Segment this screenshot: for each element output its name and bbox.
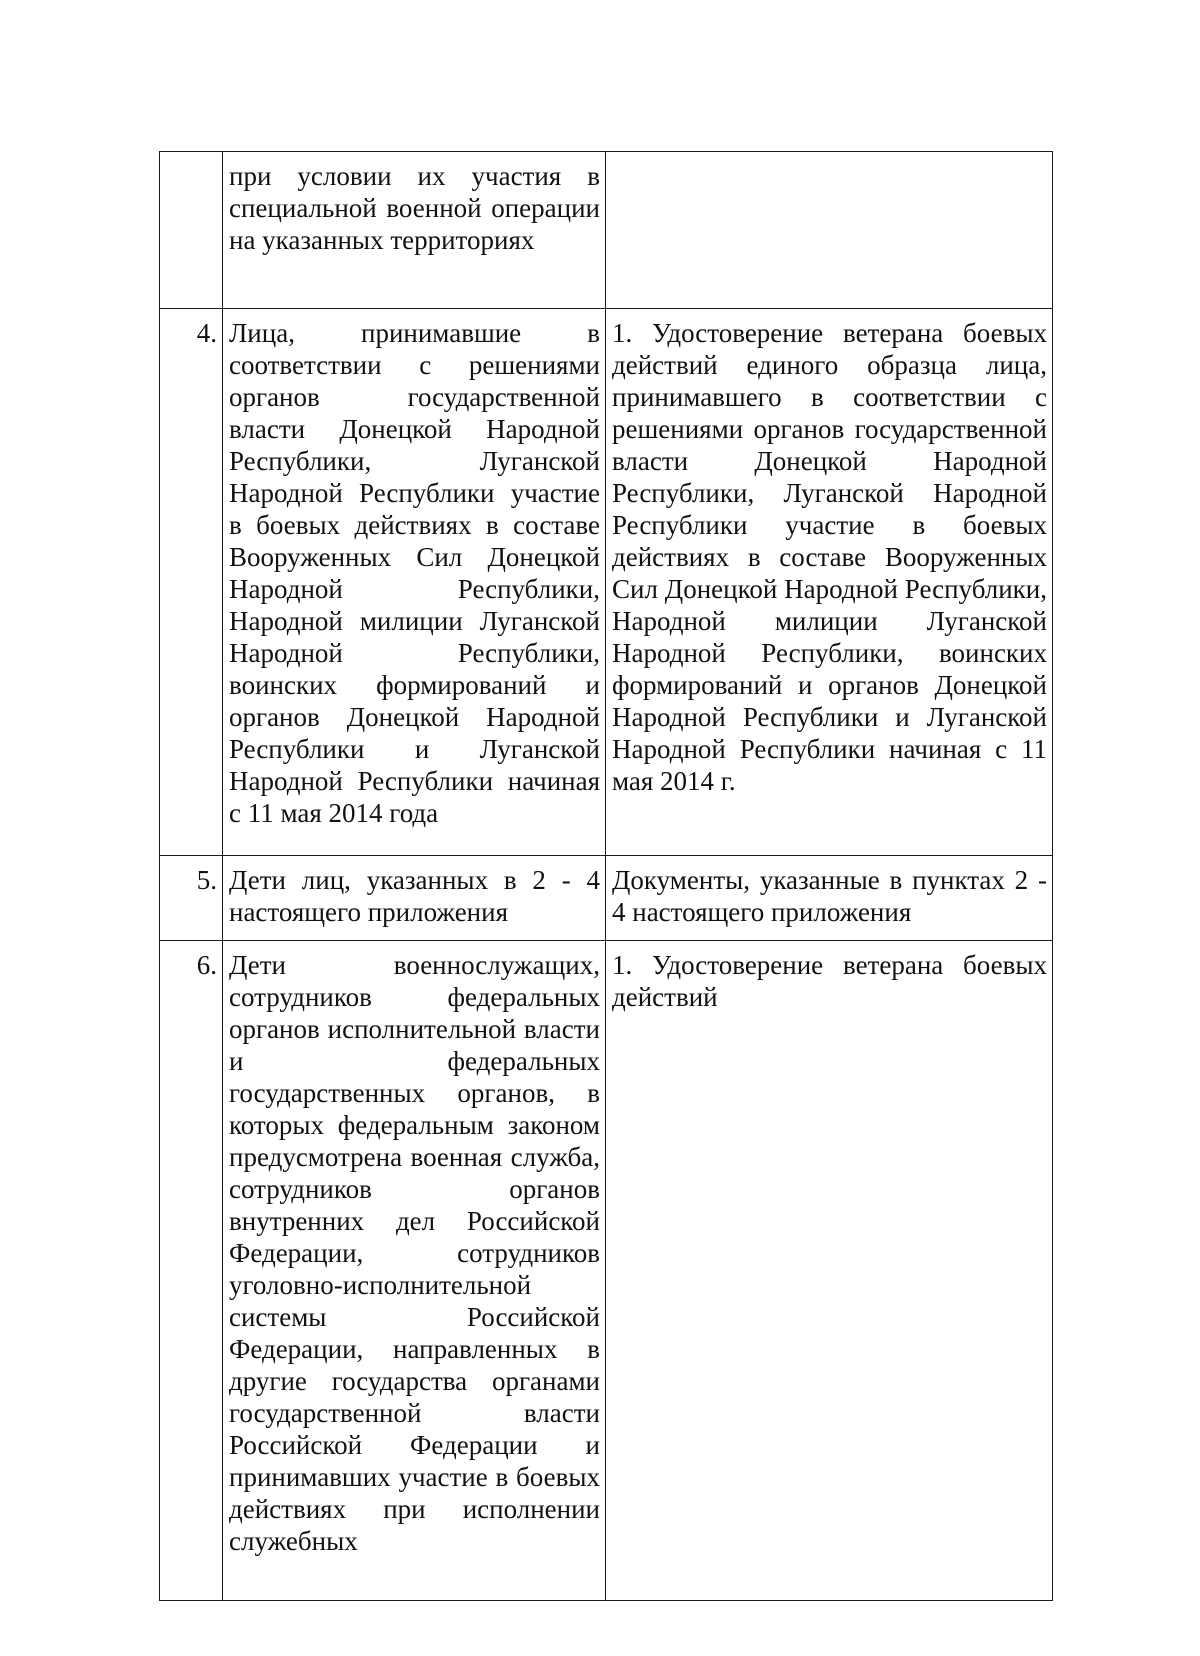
row-number: [160, 152, 223, 309]
table-row: [160, 941, 1053, 1601]
recipients-cell: при условии их участия в специальной военной операции на указанных территориях: [223, 152, 606, 309]
documents-cell: Документы, указанные в пунктах 2 - 4 настоящего приложения: [606, 856, 1053, 941]
recipients-cell: Лица, принимавшие в соответствии с решениями органов государственной власти Донецкой Народной Республики, Луганской Народной Республики участие в боевых действиях в составе Вооруженных Сил Донецкой Народной Республики, Народной милиции Луганской Народной Республики, воинских формирований и органов Донецкой Народной Республики и Луганской Народной Республики начиная с 11 мая 2014 года: [223, 309, 606, 856]
table-row: [160, 152, 1053, 309]
table-row: [160, 856, 1053, 941]
table-row: [160, 309, 1053, 856]
appendix-table: [159, 151, 1053, 1601]
documents-cell: 1. Удостоверение ветерана боевых действий единого образца лица, принимавшего в соответствии с решениями органов государственной власти Донецкой Народной Республики, Луганской Народной Республики участие в боевых действиях в составе Вооруженных Сил Донецкой Народной Республики, Народной милиции Луганской Народной Республики, воинских формирований и органов Донецкой Народной Республики и Луганской Народной Республики начиная с 11 мая 2014 г.: [606, 309, 1053, 856]
row-number: 6.: [160, 941, 223, 1601]
recipients-cell: Дети лиц, указанных в 2 - 4 настоящего приложения: [223, 856, 606, 941]
row-number: 5.: [160, 856, 223, 941]
recipients-cell: Дети военнослужащих, сотрудников федеральных органов исполнительной власти и федеральных государственных органов, в которых федеральным законом предусмотрена военная служба, сотрудников органов внутренних дел Российской Федерации, сотрудников уголовно-исполнительной системы Российской Федерации, направленных в другие государства органами государственной власти Российской Федерации и принимавших участие в боевых действиях при исполнении служебных: [223, 941, 606, 1601]
documents-cell: [606, 152, 1053, 309]
documents-cell: 1. Удостоверение ветерана боевых действий: [606, 941, 1053, 1601]
row-number: 4.: [160, 309, 223, 856]
